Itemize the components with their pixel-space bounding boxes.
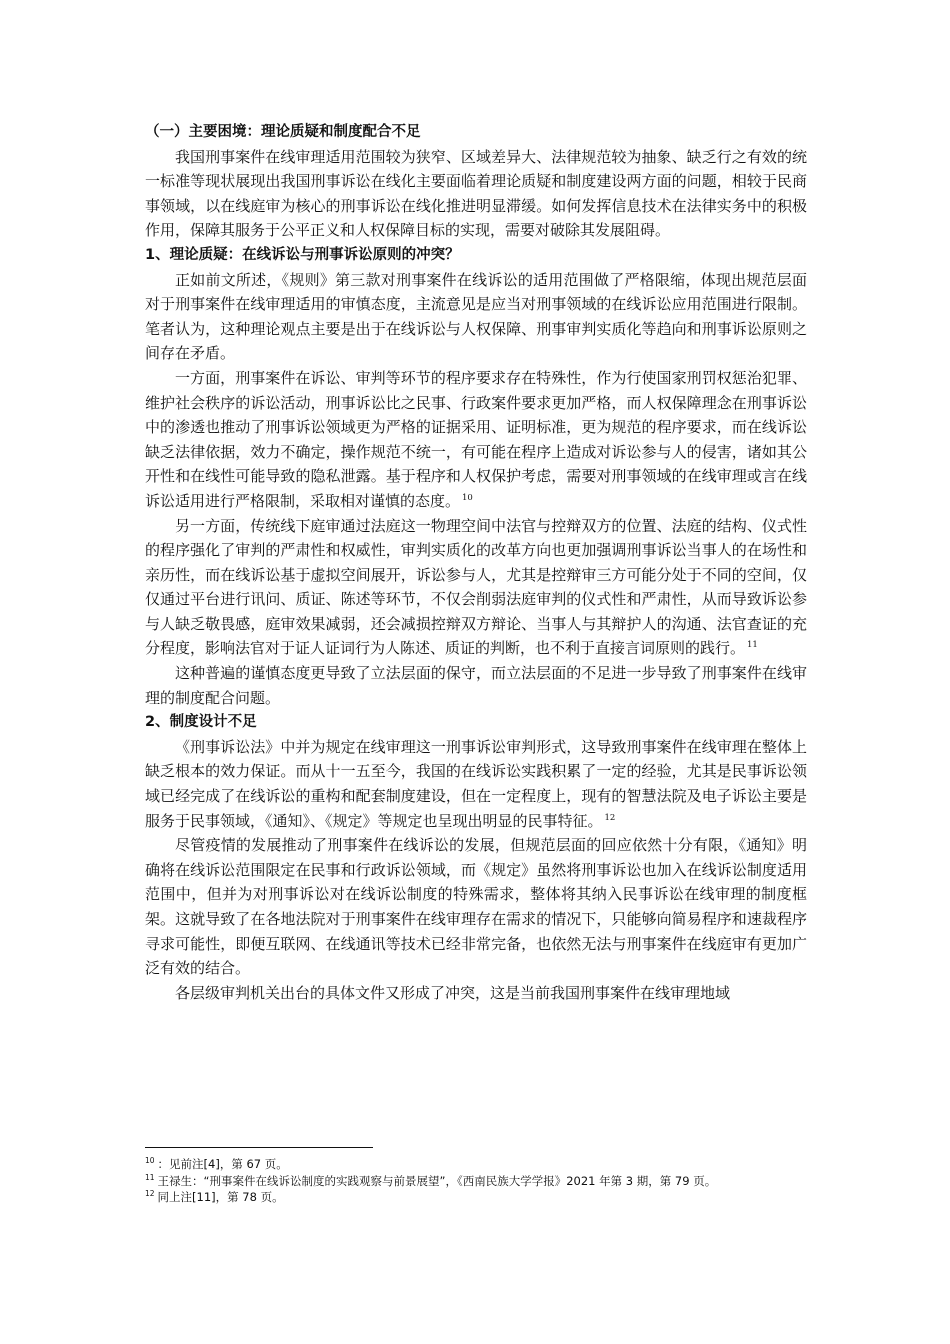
paragraph-other-hand-text: 另一方面，传统线下庭审通过法庭这一物理空间中法官与控辩双方的位置、法庭的结构、仪式性的程序强化了审判的严肃性和权威性，审判实质化的改革方向也更加强调刑事诉讼当事人的在场性和亲历性，而在线诉讼基于虚拟空间展开，诉讼参与人，尤其是控辩审三方可能分处于不同的空间，仅仅通过平台进行讯问、质证、陈述等环节，不仅会削弱法庭审判的仪式性和严肃性，从而导致诉讼参与人缺乏敬畏感，庭审效果减弱，还会减损控辩双方辩论、当事人与其辩护人的沟通、法官查证的充分程度，影响法官对于证人证词行为人陈述、质证的判断，也不利于直接言词原则的践行。 [145,516,807,658]
footnote-10 [145,1156,807,1173]
footnote-11 [145,1173,807,1190]
paragraph-intro: 我国刑事案件在线审理适用范围较为狭窄、区域差异大、法律规范较为抽象、缺乏行之有效的统一标准等现状展现出我国刑事诉讼在线化主要面临着理论质疑和制度建设两方面的问题，相较于民商事领域，以在线庭审为核心的刑事诉讼在线化推进明显滞缓。如何发挥信息技术在法律实务中的积极作用，保障其服务于公平正义和人权保障目标的实现，需要对破除其发展阻碍。 [145,147,807,240]
paragraph-procedure-law-text: 《刑事诉讼法》中并为规定在线审理这一刑事诉讼审判形式，这导致刑事案件在线审理在整体上缺乏根本的效力保证。而从十一五至今，我国的在线诉讼实践积累了一定的经验，尤其是民事诉讼领域已经完成了在线诉讼的重构和配套制度建设，但在一定程度上，现有的智慧法院及电子诉讼主要是服务于民事领域，《通知》、《规定》等规定也呈现出明显的民事特征。 [145,737,807,830]
paragraph-one-hand [145,366,807,514]
paragraph-conservatism: 这种普遍的谨慎态度更导致了立法层面的保守，而立法层面的不足进一步导致了刑事案件在线审理的制度配合问题。 [145,664,807,707]
footnote-separator [145,1147,373,1148]
document-body [145,120,807,1005]
paragraph-one-hand-text: 一方面，刑事案件在诉讼、审判等环节的程序要求存在特殊性，作为行使国家刑罚权惩治犯罪、维护社会秩序的诉讼活动，刑事诉讼比之民事、行政案件要求更加严格，而人权保障理念在刑事诉讼中的渗透也推动了刑事诉讼领域更为严格的证据采用、证明标准，更为规范的程序要求，而在线诉讼缺乏法律依据，效力不确定，操作规范不统一，有可能在程序上造成对诉讼参与人的侵害，诸如其公开性和在线性可能导致的隐私泄露。基于程序和人权保护考虑，需要对刑事领域的在线审理或言在线诉讼适用进行严格限制，采取相对谨慎的态度。 [145,368,807,510]
paragraph-other-hand [145,514,807,662]
paragraph-conflict: 各层级审判机关出台的具体文件又形成了冲突，这是当前我国刑事案件在线审理地域 [175,983,731,1002]
subheading-institution: 2、制度设计不足 [145,714,257,731]
footnote-text: 王禄生：“刑事案件在线诉讼制度的实践观察与前景展望”，《西南民族大学学报》2021 年第 3 期，第 79 页。 [157,1173,717,1188]
footnote-ref-12[interactable]: 12 [604,812,616,823]
footnote-number: 12 [145,1189,155,1199]
footnote-number: 10 [145,1156,155,1166]
footnote-ref-11[interactable]: 11 [747,640,758,651]
subheading-theory: 1、理论质疑：在线诉讼与刑事诉讼原则的冲突？ [145,246,460,263]
footnote-12 [145,1189,807,1206]
footnote-text: ：见前注[4]，第 67 页。 [157,1157,288,1171]
paragraph-pandemic: 尽管疫情的发展推动了刑事案件在线诉讼的发展，但规范层面的回应依然十分有限，《通知》明确将在线诉讼范围限定在民事和行政诉讼领域，而《规定》虽然将刑事诉讼也加入在线诉讼制度适用范围中，但并为对刑事诉讼对在线诉讼制度的特殊需求，整体将其纳入民事诉讼在线审理的制度框架。这就导致了在各地法院对于刑事案件在线审理存在需求的情况下，只能够向简易程序和速裁程序寻求可能性，即便互联网、在线通讯等技术已经非常完备，也依然无法与刑事案件在线庭审有更加广泛有效的结合。 [145,836,807,978]
footnote-text: 同上注[11]，第 78 页。 [157,1190,284,1204]
footnote-number: 11 [145,1172,155,1182]
paragraph-procedure-law [145,735,807,833]
footnotes [145,1156,807,1206]
section-heading: （一）主要困境：理论质疑和制度配合不足 [145,124,421,140]
paragraph-theory: 正如前文所述，《规则》第三款对刑事案件在线诉讼的适用范围做了严格限缩，体现出规范层面对于刑事案件在线审理适用的审慎态度，主流意见是应当对刑事领域的在线诉讼应用范围进行限制。笔者认为，这种理论观点主要是出于在线诉讼与人权保障、刑事审判实质化等趋向和刑事诉讼原则之间存在矛盾。 [145,270,807,363]
footnote-ref-10[interactable]: 10 [462,492,473,503]
